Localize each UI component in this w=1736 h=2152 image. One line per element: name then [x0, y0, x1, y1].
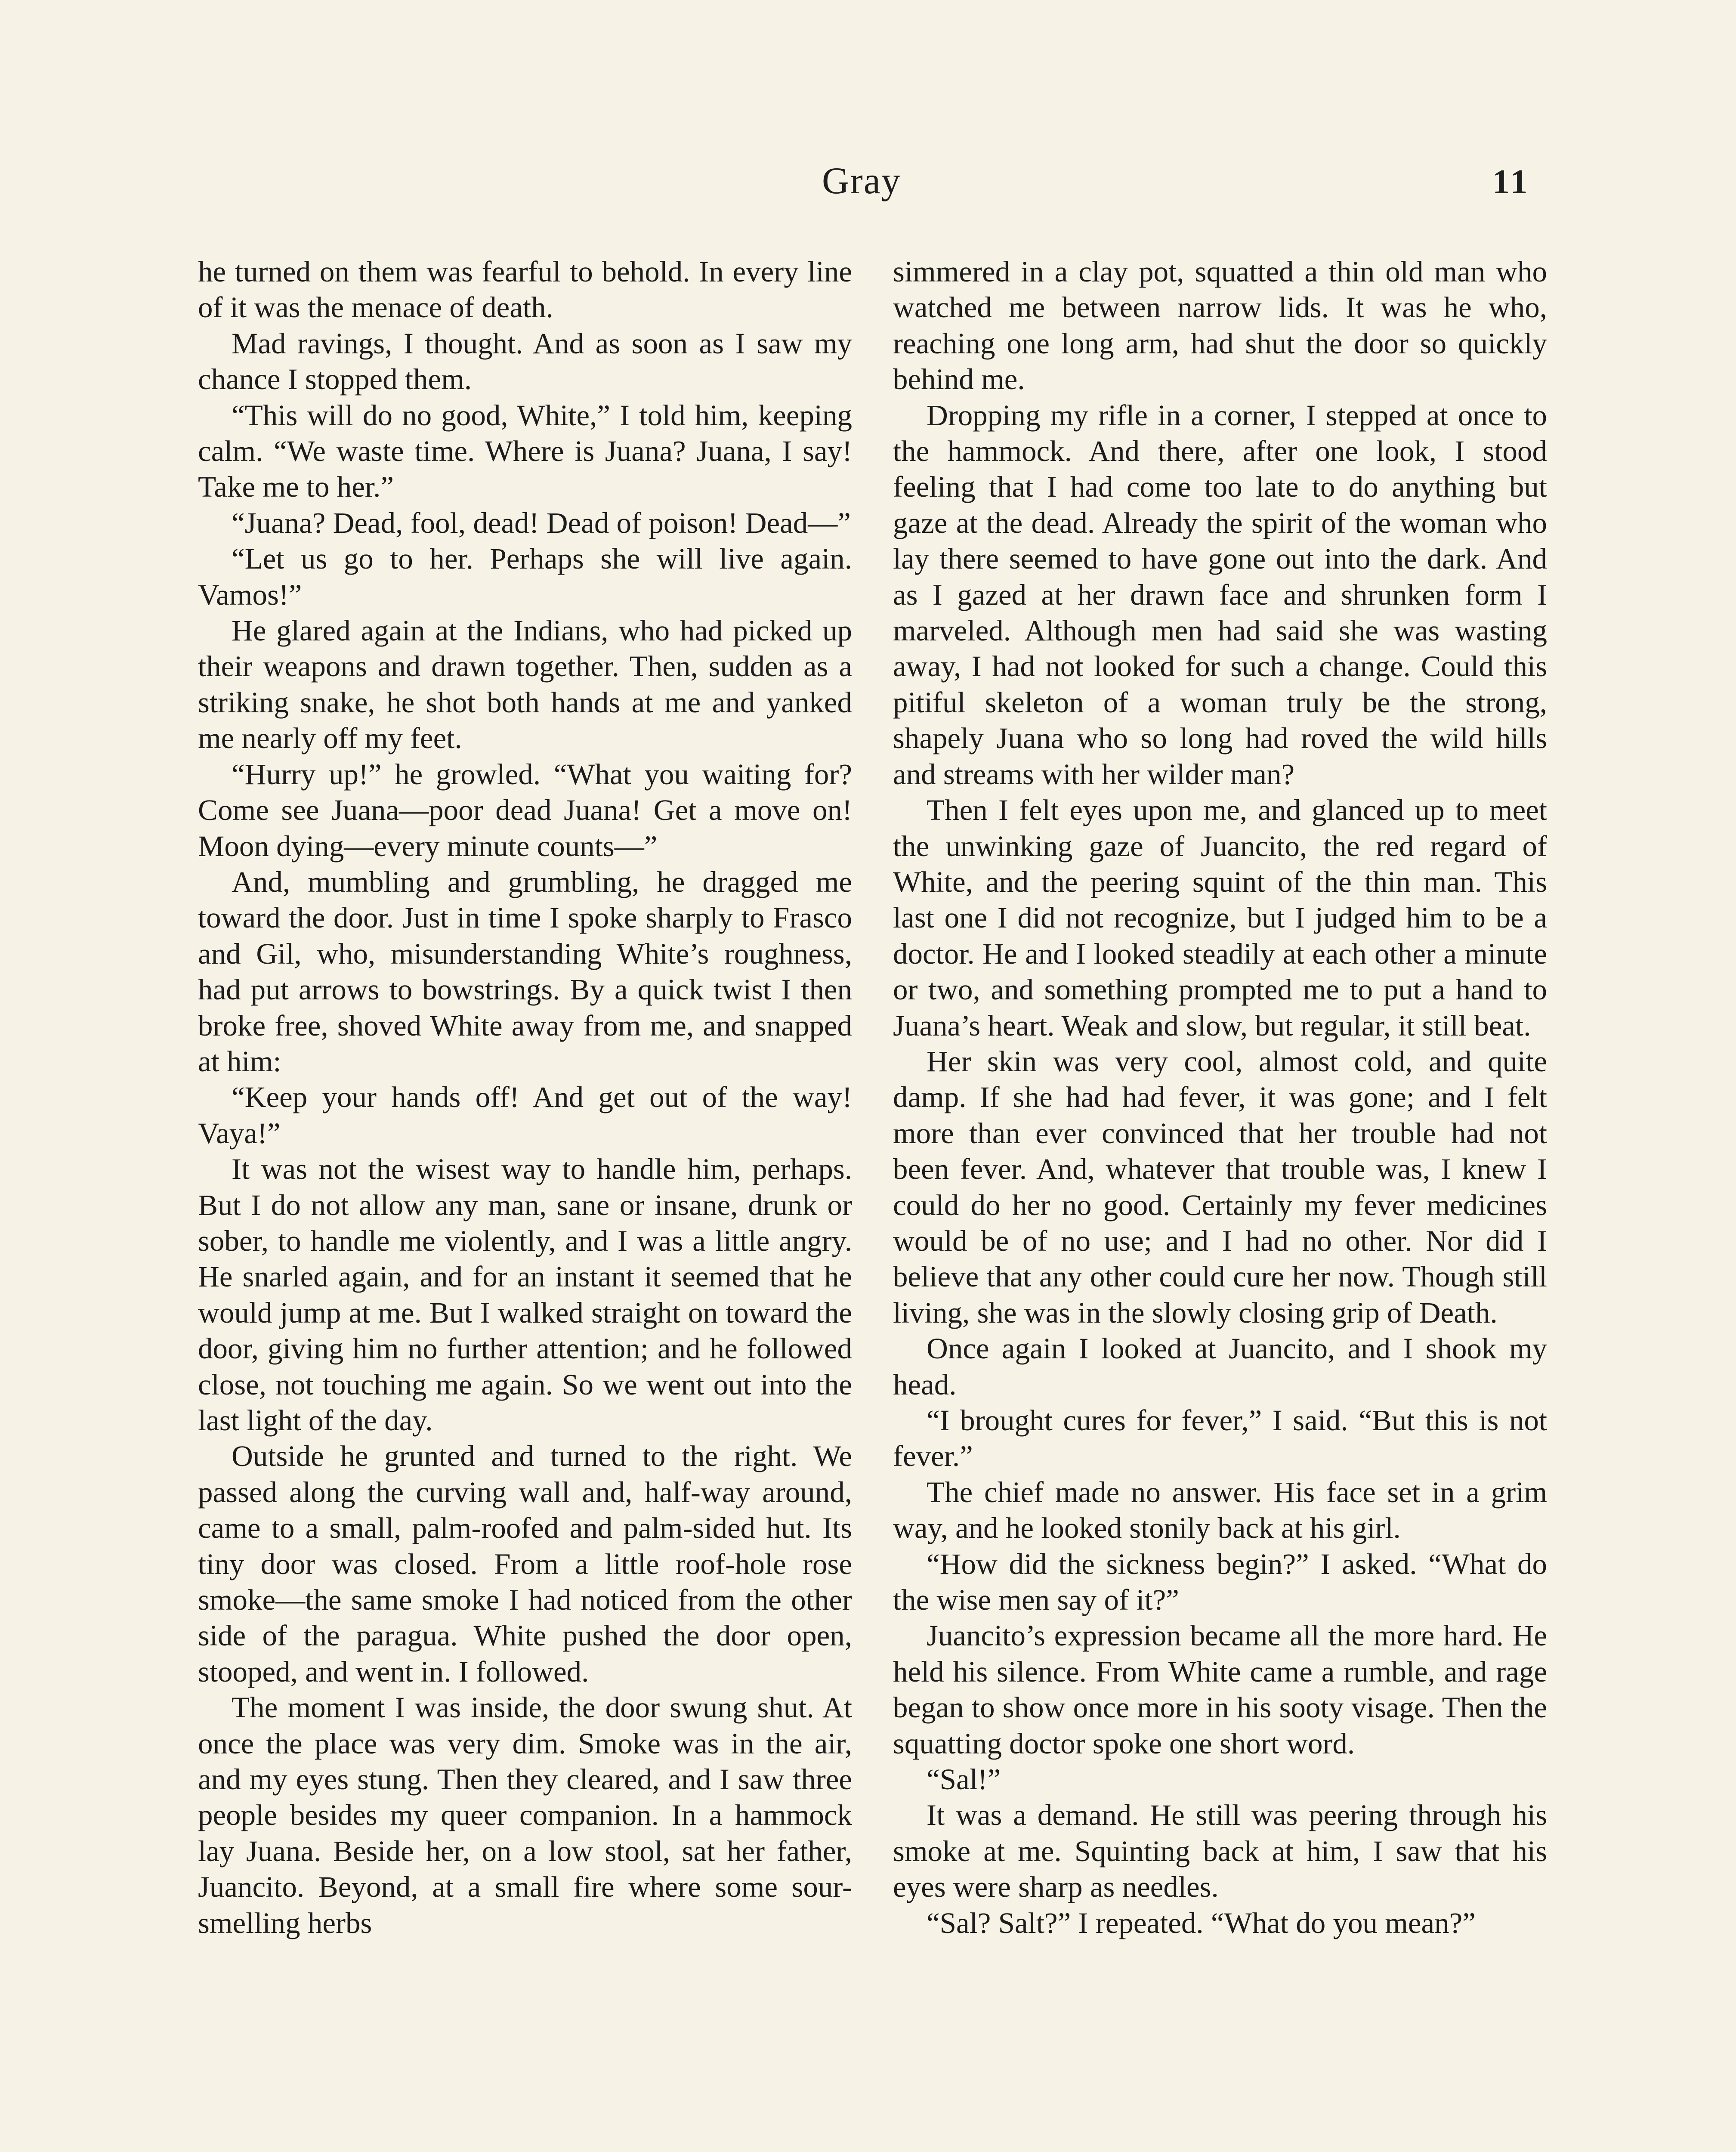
running-head: Gray	[822, 160, 901, 202]
paragraph: “I brought cures for fever,” I said. “But this is not fever.”	[893, 1404, 1547, 1473]
paragraph: “How did the sickness begin?” I asked. “What do the wise men say of it?”	[893, 1547, 1547, 1617]
page-header	[0, 159, 1736, 211]
paragraph: Her skin was very cool, almost cold, and quite damp. If she had had fever, it was gone; and I felt more than ever convinced that her trouble had not been fever. And, whatever that trouble was, I knew I could do her no good. Certainly my fever medicines would be of no use; and I had no other. Nor did I believe that any other could cure her now. Though still living, she was in the slowly closing grip of Death.	[893, 1045, 1547, 1329]
page-number: 11	[1492, 163, 1530, 201]
paragraph: Once again I looked at Juancito, and I shook my head.	[893, 1332, 1547, 1401]
paragraph: And, mumbling and grumbling, he dragged me toward the door. Just in time I spoke sharply to Frasco and Gil, who, misunderstanding White’s roughness, had put arrows to bowstrings. By a quick twist I then broke free, shoved White away from me, and snapped at him:	[198, 865, 852, 1078]
paragraph: It was not the wisest way to handle him, perhaps. But I do not allow any man, sane or insane, drunk or sober, to handle me violently, and I was a little angry. He snarled again, and for an instant it seemed that he would jump at me. But I walked straight on toward the door, giving him no further attention; and he followed close, not touching me again. So we went out into the last light of the day.	[198, 1153, 852, 1437]
right-text-column	[893, 254, 1547, 1941]
paragraph: Mad ravings, I thought. And as soon as I saw my chance I stopped them.	[198, 327, 852, 396]
paragraph: simmered in a clay pot, squatted a thin old man who watched me between narrow lids. It was he who, reaching one long arm, had shut the door so quickly behind me.	[893, 255, 1547, 396]
paragraph: “Juana? Dead, fool, dead! Dead of poison! Dead—”	[232, 506, 851, 539]
paragraph: “This will do no good, White,” I told him, keeping calm. “We waste time. Where is Juana? Juana, I say! Take me to her.”	[198, 399, 852, 504]
paragraph: The chief made no answer. His face set in a grim way, and he looked stonily back at his girl.	[893, 1475, 1547, 1545]
paragraph: he turned on them was fearful to behold. In every line of it was the menace of death.	[198, 255, 852, 324]
left-text-column	[198, 254, 852, 1941]
paragraph: “Keep your hands off! And get out of the way! Vaya!”	[198, 1081, 852, 1150]
paragraph: “Let us go to her. Perhaps she will live again. Vamos!”	[198, 542, 852, 611]
paragraph: “Sal!”	[927, 1763, 1001, 1796]
paragraph: The moment I was inside, the door swung shut. At once the place was very dim. Smoke was in the air, and my eyes stung. Then they cleared, and I saw three people besides my queer companion. In a hammock lay Juana. Beside her, on a low stool, sat her father, Juancito. Beyond, at a small fire where some sour-smelling herbs	[198, 1691, 852, 1939]
paragraph: Dropping my rifle in a corner, I stepped at once to the hammock. And there, after one look, I stood feeling that I had come too late to do anything but gaze at the dead. Already the spirit of the woman who lay there seemed to have gone out into the dark. And as I gazed at her drawn face and shrunken form I marveled. Although men had said she was wasting away, I had not looked for such a change. Could this pitiful skeleton of a woman truly be the strong, shapely Juana who so long had roved the wild hills and streams with her wilder man?	[893, 399, 1547, 791]
paragraph: “Hurry up!” he growled. “What you waiting for? Come see Juana—poor dead Juana! Get a move on! Moon dying—every minute counts—”	[198, 758, 852, 863]
paragraph: Juancito’s expression became all the more hard. He held his silence. From White came a rumble, and rage began to show once more in his sooty visage. Then the squatting doctor spoke one short word.	[893, 1619, 1547, 1760]
paragraph: Then I felt eyes upon me, and glanced up to meet the unwinking gaze of Juancito, the red regard of White, and the peering squint of the thin man. This last one I did not recognize, but I judged him to be a doctor. He and I looked steadily at each other a minute or two, and something prompted me to put a hand to Juana’s heart. Weak and slow, but regular, it still beat.	[893, 794, 1547, 1042]
paragraph: Outside he grunted and turned to the right. We passed along the curving wall and, half-way around, came to a small, palm-roofed and palm-sided hut. Its tiny door was closed. From a little roof-hole rose smoke—the same smoke I had noticed from the other side of the paragua. White pushed the door open, stooped, and went in. I followed.	[198, 1440, 852, 1688]
paragraph: He glared again at the Indians, who had picked up their weapons and drawn together. Then, sudden as a striking snake, he shot both hands at me and yanked me nearly off my feet.	[198, 614, 852, 755]
paragraph: It was a demand. He still was peering through his smoke at me. Squinting back at him, I saw that his eyes were sharp as needles.	[893, 1799, 1547, 1904]
paragraph: “Sal? Salt?” I repeated. “What do you mean?”	[927, 1906, 1476, 1939]
